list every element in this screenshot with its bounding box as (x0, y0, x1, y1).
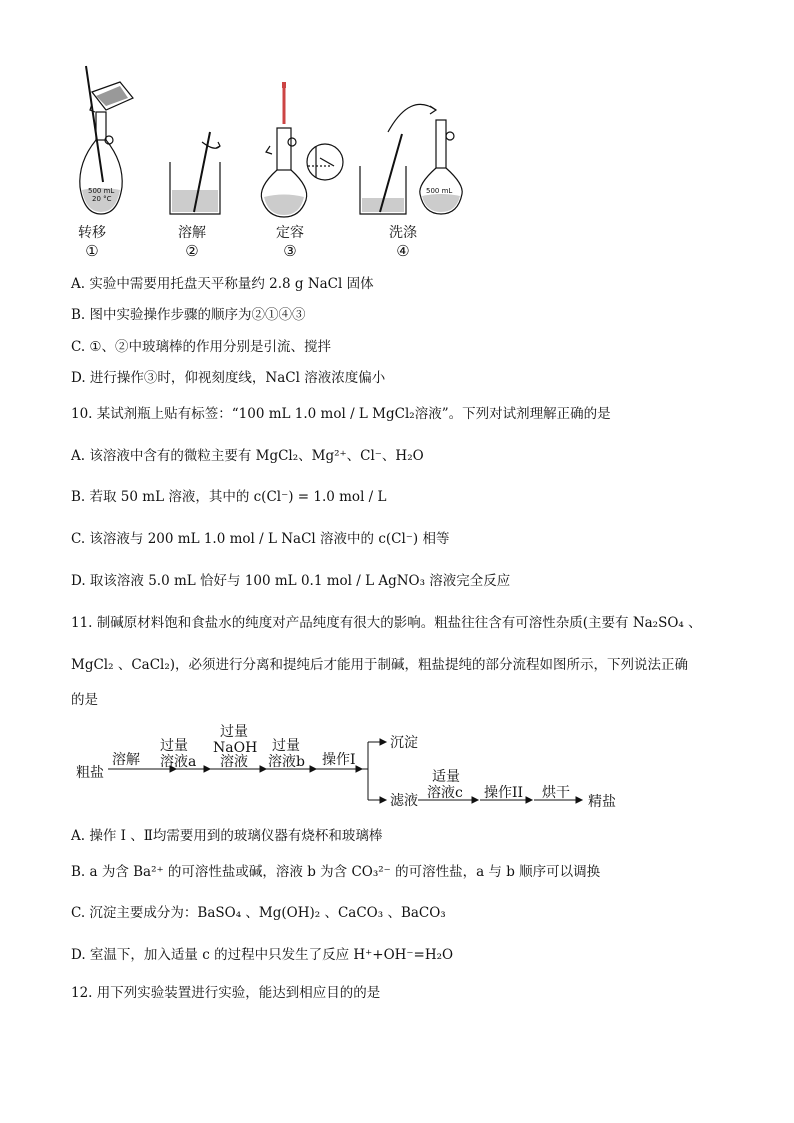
step-label-1: 转移 (78, 225, 106, 241)
beaker-2 (170, 132, 220, 214)
flow-naoh-bot: 溶液 (220, 754, 248, 770)
flow-end: 精盐 (588, 794, 616, 810)
flow-a-bot: 溶液a (160, 754, 197, 770)
flow-naoh-top2: NaOH (213, 740, 258, 756)
q11-option-b: B. a 为含 Ba²⁺ 的可溶性盐或碱，溶液 b 为含 CO₃²⁻ 的可溶性盐，a 与 b 顺序可以调换 (71, 864, 601, 880)
flow-filtrate: 滤液 (390, 793, 418, 809)
q9-option-d: D. 进行操作③时，仰视刻度线，NaCl 溶液浓度偏小 (71, 370, 386, 386)
q9-option-b: B. 图中实验操作步骤的顺序为②①④③ (71, 307, 306, 323)
q10-stem: 10. 某试剂瓶上贴有标签：“100 mL 1.0 mol / L MgCl₂溶液”。下列对试剂理解正确的是 (71, 406, 611, 422)
flow-a-top: 过量 (160, 738, 188, 754)
flow-op2: 操作II (484, 785, 524, 801)
flow-c-top: 适量 (432, 769, 460, 785)
step-label-4: 洗涤 (389, 225, 417, 241)
q11-option-a: A. 操作 Ⅰ 、Ⅱ均需要用到的玻璃仪器有烧杯和玻璃棒 (71, 828, 383, 844)
q9-option-c: C. ①、②中玻璃棒的作用分别是引流、搅拌 (71, 339, 332, 355)
q11-stem-line1: 11. 制碱原材料饱和食盐水的纯度对产品纯度有很大的影响。粗盐往往含有可溶性杂质(主要有 Na₂SO₄ 、 (71, 615, 702, 631)
q10-option-c: C. 该溶液与 200 mL 1.0 mol / L NaCl 溶液中的 c(Cl⁻) 相等 (71, 531, 450, 547)
q11-stem-line2: MgCl₂ 、CaCl₂)，必须进行分离和提纯后才能用于制碱，粗盐提纯的部分流程如图所示，下列说法正确 (71, 657, 689, 673)
step-num-2: ② (185, 242, 199, 260)
q12-stem: 12. 用下列实验装置进行实验，能达到相应目的的是 (71, 985, 381, 1001)
flow-naoh-top1: 过量 (220, 724, 248, 740)
q11-option-c: C. 沉淀主要成分为：BaSO₄ 、Mg(OH)₂ 、CaCO₃ 、BaCO₃ (71, 905, 446, 921)
beaker-4 (360, 134, 406, 214)
flow-b-bot: 溶液b (268, 754, 305, 770)
flask1-text1: 500 mL (88, 187, 115, 195)
step-label-3: 定容 (276, 225, 304, 241)
step-num-3: ③ (283, 242, 297, 260)
volumetric-flask-3 (261, 82, 343, 217)
flow-b-top: 过量 (272, 738, 300, 754)
flow-c-bot: 溶液c (427, 785, 463, 801)
step-num-1: ① (85, 242, 99, 260)
flow-start: 粗盐 (76, 765, 104, 781)
q10-option-d: D. 取该溶液 5.0 mL 恰好与 100 mL 0.1 mol / L AgNO₃ 溶液完全反应 (71, 573, 511, 589)
q11-stem-line3: 的是 (71, 692, 98, 708)
volumetric-flask-4 (388, 104, 462, 214)
q10-option-b: B. 若取 50 mL 溶液，其中的 c(Cl⁻) = 1.0 mol / L (71, 489, 387, 505)
flow-dry: 烘干 (542, 785, 570, 801)
flow-dissolve: 溶解 (112, 752, 140, 768)
flow-op1: 操作I (322, 752, 356, 768)
step-num-4: ④ (396, 242, 410, 260)
q10-option-a: A. 该溶液中含有的微粒主要有 MgCl₂、Mg²⁺、Cl⁻、H₂O (71, 448, 424, 464)
flask1-text2: 20 °C (92, 195, 112, 203)
step-label-2: 溶解 (178, 225, 206, 241)
flask4-text: 500 mL (426, 187, 453, 195)
q9-option-a: A. 实验中需要用托盘天平称量约 2.8 g NaCl 固体 (71, 276, 374, 292)
flow-precip: 沉淀 (390, 735, 418, 751)
q11-option-d: D. 室温下，加入适量 c 的过程中只发生了反应 H⁺+OH⁻=H₂O (71, 947, 454, 963)
purification-flowchart (70, 718, 630, 818)
